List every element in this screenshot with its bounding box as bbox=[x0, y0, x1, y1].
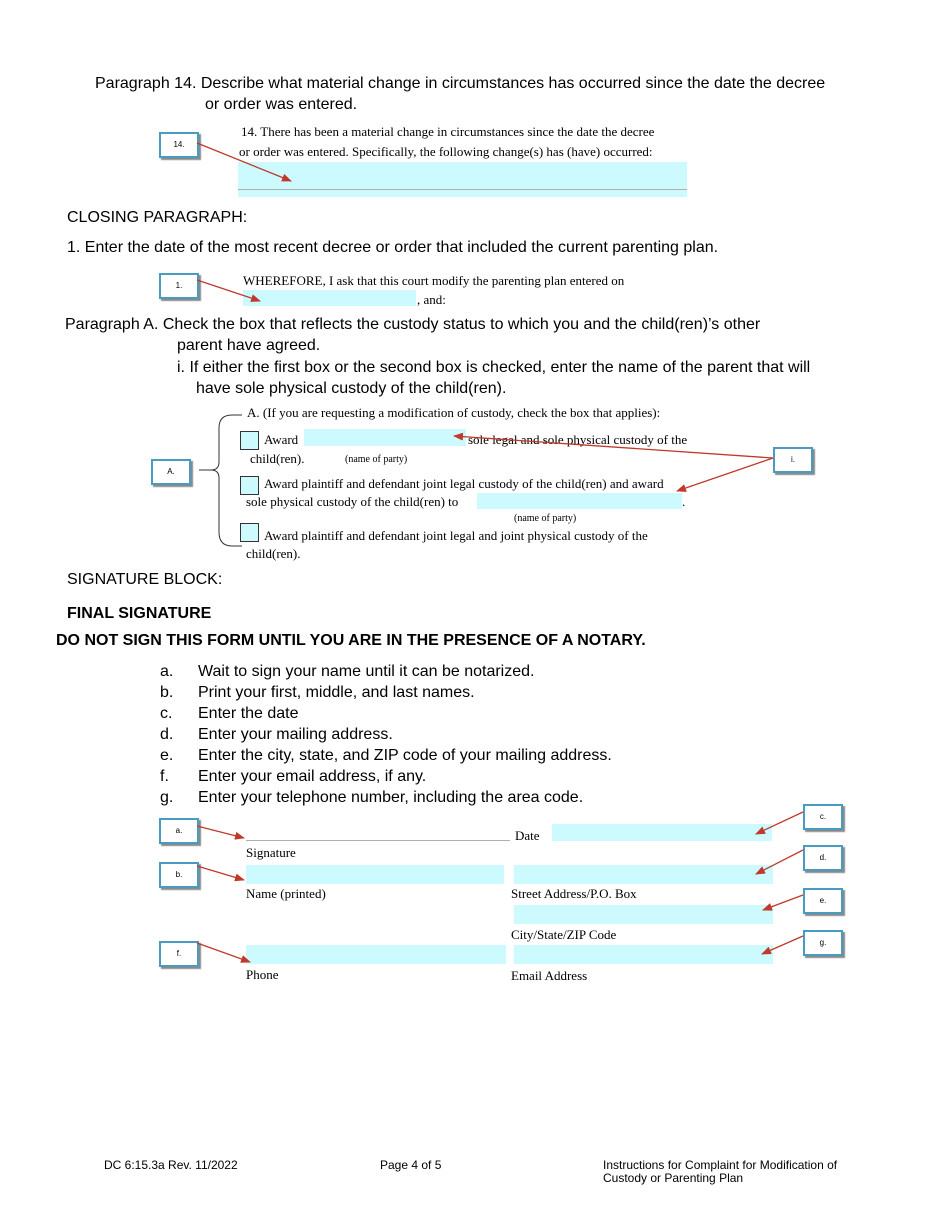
callout-1: 1. bbox=[159, 273, 199, 299]
callout-d: d. bbox=[803, 845, 843, 871]
email-label: Email Address bbox=[511, 968, 588, 983]
callout-14: 14. bbox=[159, 132, 199, 158]
notary-warning: DO NOT SIGN THIS FORM UNTIL YOU ARE IN THE PRESENCE OF A NOTARY. bbox=[56, 632, 646, 649]
form14-line2: or order was entered. Specifically, the following change(s) has (have) occurred: bbox=[239, 144, 653, 159]
pA-instruction-line1: Paragraph A. Check the box that reflects the custody status to which you and the child(ren)’s other bbox=[65, 316, 761, 333]
callout-i: i. bbox=[773, 447, 813, 473]
step-f-text: Enter your email address, if any. bbox=[198, 768, 427, 785]
step-g-letter: g. bbox=[160, 789, 174, 806]
step-a-text: Wait to sign your name until it can be notarized. bbox=[198, 663, 535, 680]
step-e-text: Enter the city, state, and ZIP code of your mailing address. bbox=[198, 747, 612, 764]
formA-option1-name-of-party: (name of party) bbox=[345, 454, 408, 465]
formA-option1-rest: sole legal and sole physical custody of the bbox=[468, 432, 688, 447]
step-g-text: Enter your telephone number, including the area code. bbox=[198, 789, 584, 806]
pA-instruction-line2: parent have agreed. bbox=[177, 337, 321, 354]
pA-i-instruction-line2: have sole physical custody of the child(ren). bbox=[196, 380, 507, 397]
arrow-a bbox=[197, 826, 244, 838]
formA-heading: A. (If you are requesting a modification of custody, check the box that applies): bbox=[247, 405, 661, 420]
phone-label: Phone bbox=[246, 967, 279, 982]
arrow-b bbox=[197, 866, 244, 880]
arrow-14 bbox=[197, 143, 291, 181]
closing-heading: CLOSING PARAGRAPH: bbox=[67, 209, 248, 226]
closing-form-suffix: , and: bbox=[417, 292, 446, 307]
form14-line1: 14. There has been a material change in circumstances since the date the decree bbox=[241, 124, 655, 139]
formA-brace bbox=[199, 415, 242, 546]
step-a-letter: a. bbox=[160, 663, 174, 680]
step-f-letter: f. bbox=[160, 768, 169, 785]
signature-label: Signature bbox=[246, 845, 296, 860]
step-d-letter: d. bbox=[160, 726, 174, 743]
p14-instruction-line2: or order was entered. bbox=[205, 96, 358, 113]
step-c-text: Enter the date bbox=[198, 705, 299, 722]
closing-form-line1: WHEREFORE, I ask that this court modify the parenting plan entered on bbox=[243, 273, 625, 288]
date-label: Date bbox=[515, 828, 540, 843]
arrow-c bbox=[756, 812, 803, 834]
callout-A: A. bbox=[151, 459, 191, 485]
footer-title-line1: Instructions for Complaint for Modification of bbox=[603, 1158, 838, 1172]
arrow-f bbox=[197, 943, 250, 962]
callout-f: f. bbox=[159, 941, 199, 967]
footer-title-line2: Custody or Parenting Plan bbox=[603, 1171, 744, 1185]
city-state-zip-label: City/State/ZIP Code bbox=[511, 927, 617, 942]
step-b-letter: b. bbox=[160, 684, 174, 701]
callout-g: g. bbox=[803, 930, 843, 956]
formA-option1-award: Award bbox=[264, 432, 299, 447]
formA-option3-line1: Award plaintiff and defendant joint legal and joint physical custody of the bbox=[264, 528, 648, 543]
signature-block-heading: SIGNATURE BLOCK: bbox=[67, 571, 223, 588]
step-e-letter: e. bbox=[160, 747, 174, 764]
footer-page-number: Page 4 of 5 bbox=[380, 1158, 442, 1172]
formA-option2-name-of-party: (name of party) bbox=[514, 513, 577, 524]
pA-i-instruction-line1: i. If either the first box or the second box is checked, enter the name of the parent that will bbox=[177, 359, 811, 376]
arrow-d bbox=[756, 850, 803, 874]
footer-form-id: DC 6:15.3a Rev. 11/2022 bbox=[104, 1158, 238, 1172]
step-c-letter: c. bbox=[160, 705, 173, 722]
name-printed-label: Name (printed) bbox=[246, 886, 326, 901]
arrow-i-option1 bbox=[454, 436, 773, 458]
step-d-text: Enter your mailing address. bbox=[198, 726, 393, 743]
formA-option2-line1: Award plaintiff and defendant joint legal custody of the child(ren) and award bbox=[264, 476, 664, 491]
callout-e: e. bbox=[803, 888, 843, 914]
p14-instruction-line1: Paragraph 14. Describe what material change in circumstances has occurred since the date the decree bbox=[95, 75, 826, 92]
callout-b: b. bbox=[159, 862, 199, 888]
formA-option2-line2: sole physical custody of the child(ren) to bbox=[246, 494, 459, 509]
step-b-text: Print your first, middle, and last names. bbox=[198, 684, 475, 701]
arrow-i-option2 bbox=[677, 458, 773, 491]
callout-c: c. bbox=[803, 804, 843, 830]
final-signature-heading: FINAL SIGNATURE bbox=[67, 605, 212, 622]
callout-a: a. bbox=[159, 818, 199, 844]
closing-item1: 1. Enter the date of the most recent decree or order that included the current parenting plan. bbox=[67, 239, 719, 256]
arrow-1 bbox=[197, 280, 260, 301]
arrow-g bbox=[762, 936, 803, 954]
arrow-e bbox=[763, 895, 803, 910]
street-address-label: Street Address/P.O. Box bbox=[511, 886, 637, 901]
formA-option3-line2: child(ren). bbox=[246, 546, 301, 561]
formA-option2-end: . bbox=[682, 494, 686, 509]
formA-option1-line2: child(ren). bbox=[250, 451, 305, 466]
